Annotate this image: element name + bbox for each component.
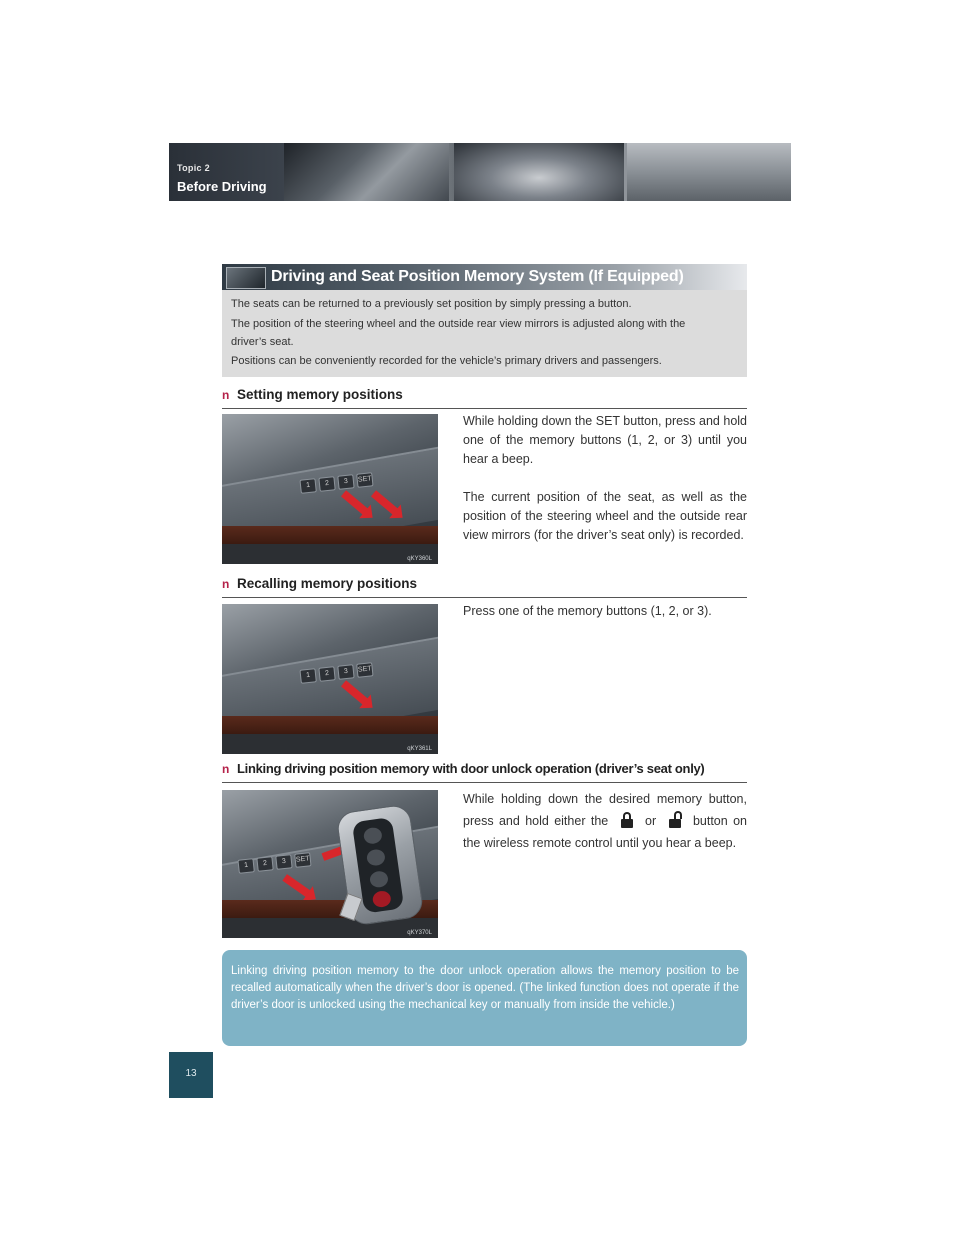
page-number-box — [169, 1052, 213, 1098]
memory-button-3: 3 — [275, 854, 292, 870]
set-button: SET — [356, 472, 373, 488]
setting-instruction: While holding down the SET button, press and hold one of the memory buttons (1, 2, or 3) until you hear a beep. — [463, 414, 747, 466]
panic-button-icon — [372, 890, 392, 908]
linking-instruction — [463, 788, 747, 854]
photo-code: qKY370L — [407, 930, 432, 936]
trunk-button-icon — [369, 870, 389, 888]
memory-button-3: 3 — [337, 664, 354, 680]
section-thumbnail-icon — [226, 267, 266, 289]
memory-button-3: 3 — [337, 474, 354, 490]
setting-result: The current position of the seat, as well as the position of the steering wheel and the outside rear view mirrors (for the driver’s seat only) is recorded. — [463, 490, 747, 542]
memory-button-2: 2 — [318, 476, 335, 492]
section-title: Driving and Seat Position Memory System (If Equipped) — [271, 268, 684, 285]
intro-line: driver’s seat. — [231, 336, 294, 348]
unlock-button-icon — [366, 848, 386, 866]
memory-button-2: 2 — [256, 856, 273, 872]
topic-label: Topic 2 — [177, 163, 210, 173]
header-photo-car — [627, 143, 791, 201]
photo-code: qKY361L — [407, 746, 432, 752]
note-text: Linking driving position memory to the door unlock operation allows the memory position to be recalled automatically when the driver’s door is opened. (The linked function does not operate if the driver’s door is unlocked using the mechanical key or manually from inside the vehicle.) — [231, 965, 739, 1011]
lock-icon — [620, 812, 634, 828]
linking-text-b: button on the wireless remote control until you hear a beep. — [463, 814, 747, 850]
memory-button-1: 1 — [299, 668, 316, 684]
subheading-text: Recalling memory positions — [237, 576, 418, 591]
bullet-icon: n — [222, 577, 230, 591]
intro-box — [222, 290, 747, 377]
subheading-linking — [222, 760, 747, 783]
photo-recall-memory — [222, 604, 438, 754]
subheading-text: Linking driving position memory with door unlock operation (driver’s seat only) — [237, 761, 705, 776]
page-number: 13 — [185, 1068, 197, 1079]
recall-instruction: Press one of the memory buttons (1, 2, or 3). — [463, 604, 712, 618]
bullet-icon: n — [222, 762, 230, 776]
header-photo-interior — [454, 143, 624, 201]
memory-button-1: 1 — [299, 478, 316, 494]
photo-setting-memory — [222, 414, 438, 564]
set-button: SET — [294, 852, 311, 868]
linking-text-a: While holding down the desired memory button, press and hold either the — [463, 792, 747, 828]
memory-button-1: 1 — [237, 858, 254, 874]
section-title-bar — [222, 264, 747, 290]
subheading-recalling — [222, 575, 747, 598]
intro-line: The position of the steering wheel and the outside rear view mirrors is adjusted along with the — [231, 318, 686, 330]
topic-title: Before Driving — [177, 179, 267, 194]
note-box — [222, 950, 747, 1046]
header-photo-door — [284, 143, 449, 201]
intro-line: Positions can be conveniently recorded for the vehicle’s primary drivers and passengers. — [231, 355, 662, 367]
unlock-icon — [668, 812, 682, 828]
set-button: SET — [356, 662, 373, 678]
subheading-setting — [222, 386, 747, 409]
memory-button-2: 2 — [318, 666, 335, 682]
topic-header — [169, 143, 791, 201]
subheading-text: Setting memory positions — [237, 387, 403, 402]
lock-button-icon — [363, 827, 383, 845]
intro-line: The seats can be returned to a previously set position by simply pressing a button. — [231, 298, 632, 310]
bullet-icon: n — [222, 388, 230, 402]
linking-text-or: or — [645, 814, 657, 828]
photo-code: qKY360L — [407, 556, 432, 562]
